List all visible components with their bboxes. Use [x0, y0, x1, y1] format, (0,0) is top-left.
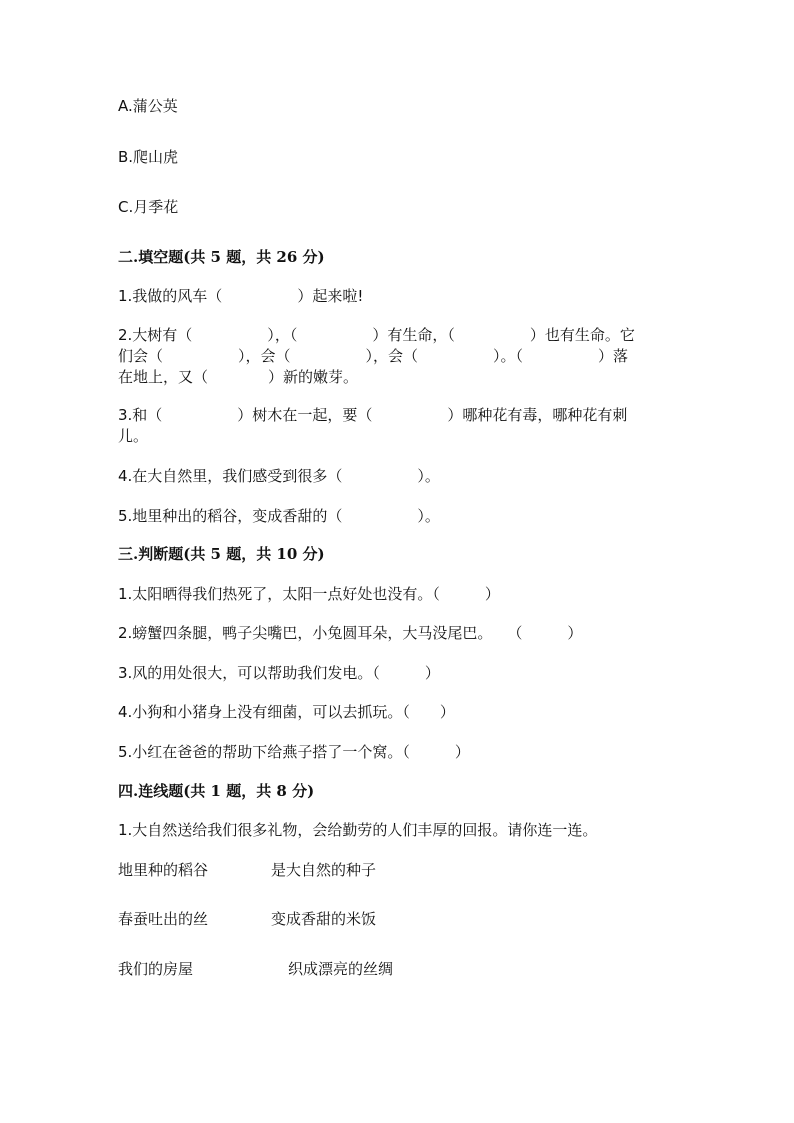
match-right-1: 是大自然的种子 — [271, 861, 377, 879]
fill-q4: 4.在大自然里，我们感受到很多（ ）。 — [118, 467, 440, 485]
fill-q2-line2: 们会（ ），会（ ），会（ ）。（ ）落 — [118, 347, 629, 365]
option-b: B.爬山虎 — [118, 148, 179, 166]
judge-q3: 3.风的用处很大，可以帮助我们发电。（ ） — [118, 664, 440, 682]
fill-q3-line1: 3.和（ ）树木在一起，要（ ）哪种花有毒，哪种花有刺 — [118, 406, 628, 424]
match-right-3: 织成漂亮的丝绸 — [288, 960, 394, 978]
judge-q2: 2.螃蟹四条腿，鸭子尖嘴巴，小兔圆耳朵，大马没尾巴。 （ ） — [118, 624, 583, 642]
judge-q4: 4.小狗和小猪身上没有细菌，可以去抓玩。（ ） — [118, 703, 455, 721]
fill-q1: 1.我做的风车（ ）起来啦! — [118, 287, 364, 305]
section4-heading: 四.连线题(共 1 题，共 8 分) — [118, 782, 315, 800]
fill-q3-line2: 儿。 — [118, 427, 149, 445]
match-right-2: 变成香甜的米饭 — [271, 910, 377, 928]
option-a: A.蒲公英 — [118, 97, 178, 115]
match-q1: 1.大自然送给我们很多礼物，会给勤劳的人们丰厚的回报。请你连一连。 — [118, 821, 598, 839]
match-left-2: 春蚕吐出的丝 — [118, 910, 209, 928]
option-c: C.月季花 — [118, 198, 179, 216]
fill-q2-line3: 在地上，又（ ）新的嫩芽。 — [118, 368, 359, 386]
judge-q1: 1.太阳晒得我们热死了，太阳一点好处也没有。（ ） — [118, 585, 500, 603]
match-left-3: 我们的房屋 — [118, 960, 194, 978]
section2-heading: 二.填空题(共 5 题，共 26 分) — [118, 248, 325, 266]
judge-q5: 5.小红在爸爸的帮助下给燕子搭了一个窝。（ ） — [118, 743, 470, 761]
fill-q2-line1: 2.大树有（ ），（ ）有生命，（ ）也有生命。它 — [118, 326, 635, 344]
fill-q5: 5.地里种出的稻谷，变成香甜的（ ）。 — [118, 507, 440, 525]
match-left-1: 地里种的稻谷 — [118, 861, 209, 879]
section3-heading: 三.判断题(共 5 题，共 10 分) — [118, 545, 325, 563]
